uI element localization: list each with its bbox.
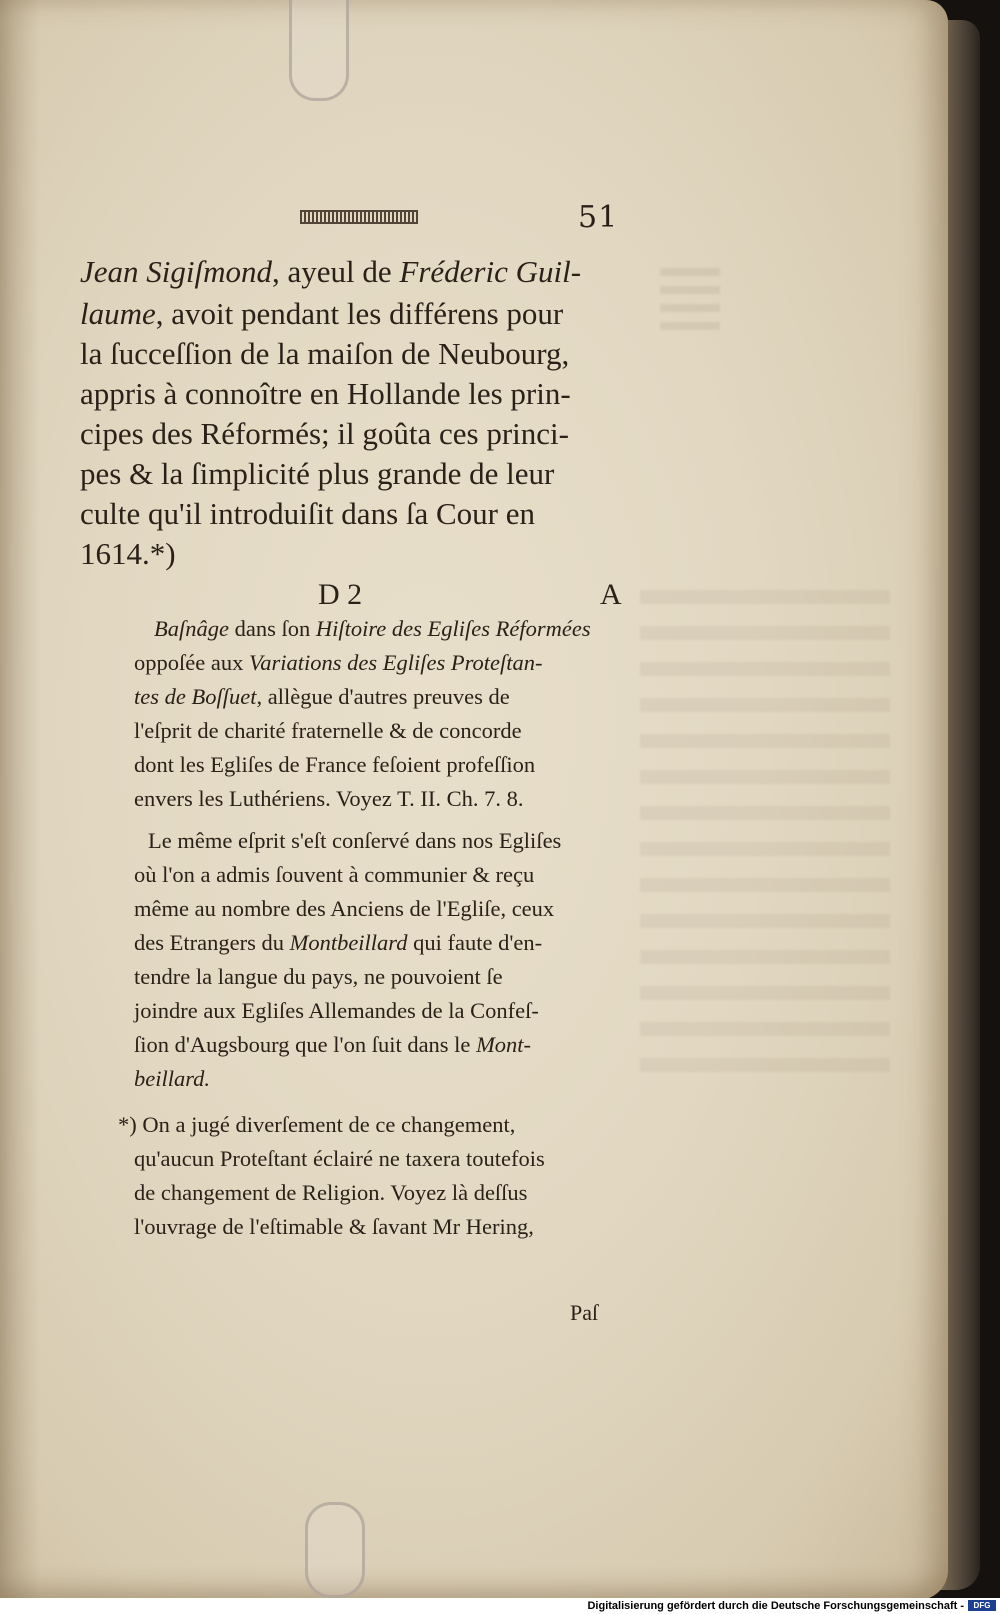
text-run: joindre aux Egliſes Allemandes de la Confeſ- — [134, 998, 539, 1023]
paper-clip-top — [289, 0, 349, 101]
text-run: oppoſée aux — [134, 650, 249, 675]
text-run: l'ouvrage de l'eſtimable & ſavant Mr Hering, — [134, 1214, 534, 1239]
footnote-line — [134, 892, 554, 925]
text-run: des Etrangers du — [134, 930, 290, 955]
italic-run: laume — [80, 296, 156, 331]
footnote-line — [134, 960, 503, 993]
text-run: , avoit pendant les différens pour — [155, 296, 564, 331]
text-run: 1614.*) — [80, 536, 176, 571]
italic-run: Montbeillard — [289, 930, 408, 955]
footer-credit: Digitalisierung gefördert durch die Deutsche Forschungsgemeinschaft - — [587, 1600, 964, 1612]
text-run: tendre la langue du pays, ne pouvoient ſe — [134, 964, 503, 989]
dfg-logo: DFG — [968, 1600, 996, 1611]
text-run: *) On a jugé diverſement de ce changement, — [118, 1112, 516, 1137]
footnote-line — [134, 858, 534, 891]
footnote-line — [148, 824, 561, 857]
printer-signature: D 2 — [318, 578, 363, 611]
bleed-through-top — [660, 268, 720, 338]
footnote-line — [134, 994, 539, 1027]
text-line — [80, 454, 554, 494]
text-run: appris à connoître en Hollande les prin- — [80, 376, 571, 411]
text-run: de changement de Religion. Voyez là deſſus — [134, 1180, 528, 1205]
footnote-line — [134, 1142, 545, 1175]
text-run: ſion d'Augsbourg que l'on ſuit dans le — [134, 1032, 477, 1057]
footnote-line — [134, 1210, 534, 1243]
text-line — [80, 294, 563, 334]
text-run: même au nombre des Anciens de l'Egliſe, ceux — [134, 896, 555, 921]
text-run: , ayeul de — [272, 254, 400, 289]
text-run: , allègue d'autres preuves de — [256, 684, 510, 709]
text-run: qui faute d'en- — [407, 930, 543, 955]
italic-run: Hiſtoire des Egliſes Réformées — [315, 616, 591, 641]
text-run: Le même eſprit s'eſt conſervé dans nos Egliſes — [148, 828, 562, 853]
italic-run: Variations des Egliſes Proteſtan- — [248, 650, 543, 675]
footnote-line — [134, 1028, 531, 1061]
footnote-line — [154, 612, 591, 645]
text-run: dont les Egliſes de France feſoient profeſſion — [134, 752, 536, 777]
text-run: dans ſon — [228, 616, 316, 641]
footer-bar — [0, 1598, 1000, 1614]
footnote-line — [134, 748, 535, 781]
catchword: A — [600, 578, 622, 611]
text-run: la ſucceſſion de la maiſon de Neubourg, — [80, 336, 570, 371]
footnote-line — [134, 1176, 527, 1209]
text-run: pes & la ſimplicité plus grande de leur — [80, 456, 555, 491]
text-line — [80, 252, 581, 292]
header-ornament-rule — [300, 210, 418, 224]
text-line — [80, 534, 176, 574]
text-line — [80, 494, 535, 534]
footnote-line — [134, 926, 542, 959]
footnote-line — [134, 1062, 210, 1095]
catchword-bottom: Paſ — [570, 1300, 599, 1325]
paper-clip-bottom — [305, 1502, 365, 1598]
footnote-line — [134, 646, 543, 679]
text-line — [80, 334, 569, 374]
italic-run: Baſnâge — [154, 616, 229, 641]
footnote-line — [118, 1108, 515, 1141]
page-number: 51 — [578, 200, 619, 235]
italic-run: tes de Boſſuet — [134, 684, 257, 709]
italic-run: beillard. — [134, 1066, 211, 1091]
text-run: l'eſprit de charité fraternelle & de concorde — [134, 718, 522, 743]
italic-run: Fréderic Guil- — [399, 254, 582, 289]
text-run: envers les Luthériens. Voyez T. II. Ch. 7. 8. — [134, 786, 524, 811]
text-run: cipes des Réformés; il goûta ces princi- — [80, 416, 569, 451]
footnote-line — [134, 714, 522, 747]
text-line — [80, 414, 569, 454]
italic-run: Jean Sigiſmond — [80, 254, 272, 289]
footnote-line — [134, 782, 524, 815]
gutter-shadow — [0, 0, 40, 1600]
italic-run: Mont- — [476, 1032, 532, 1057]
text-line — [80, 374, 571, 414]
text-run: qu'aucun Proteſtant éclairé ne taxera toutefois — [134, 1146, 545, 1171]
bleed-through — [640, 590, 890, 1090]
text-run: culte qu'il introduiſit dans ſa Cour en — [80, 496, 536, 531]
footnote-line — [134, 680, 510, 713]
text-run: où l'on a admis ſouvent à communier & reçu — [134, 862, 535, 887]
